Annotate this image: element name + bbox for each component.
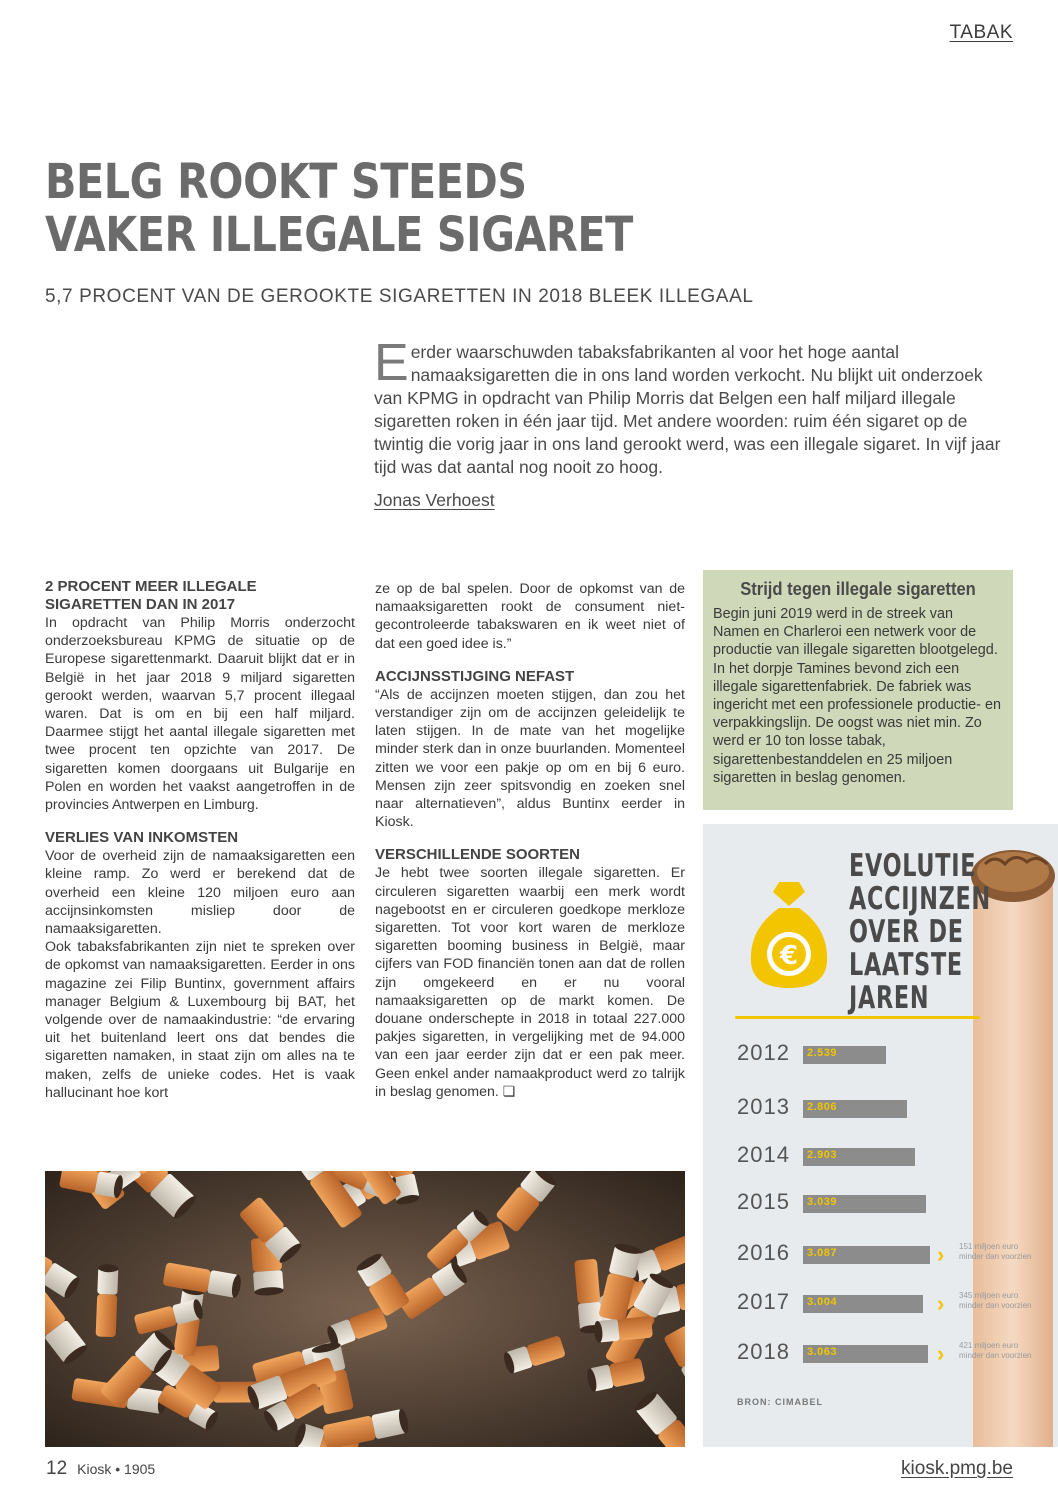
excise-bar bbox=[803, 1100, 907, 1118]
year-label: 2014 bbox=[737, 1142, 790, 1167]
chevron-right-icon: › bbox=[937, 1242, 945, 1267]
excise-infographic bbox=[703, 824, 1058, 1447]
infographic-title-line: LAATSTE bbox=[849, 947, 963, 983]
lead-paragraph bbox=[374, 334, 1014, 479]
excise-bar bbox=[803, 1295, 923, 1313]
chevron-right-icon: › bbox=[937, 1341, 945, 1366]
year-label: 2018 bbox=[737, 1339, 790, 1364]
bar-value-label: 2.903 bbox=[807, 1149, 838, 1161]
infographic-title-line: ACCIJNZEN bbox=[849, 881, 991, 917]
author-byline[interactable]: Jonas Verhoest bbox=[374, 490, 495, 510]
body-paragraph: Ook tabaksfabrikanten zijn niet te spreken over de opkomst van namaaksigaretten. Eerder in ons magazine zei Filip Buntinx, government affairs manager Belgium & Luxembourg bij BAT, het volgende over de namaakindustrie: “de ervaring uit het buitenland leert ons dat bendes die sigaretten namaken, in staat zijn om alles na te maken, zelfs de unieke codes. Het is vaak hallucinant hoe kort bbox=[45, 939, 355, 1101]
cigarette-butts-photo bbox=[45, 1171, 685, 1447]
sidebar-box bbox=[703, 570, 1013, 810]
lead-text: erder waarschuwden tabaksfabrikanten al voor het hoge aantal namaaksigaretten die in ons land worden verkocht. Nu blijkt uit onderzoek van KPMG in opdracht van Philip Morris dat Belgen een half miljard illegale sigaretten roken in één jaar tijd. Met andere woorden: ruim één sigaret op de twintig die vorig jaar in ons land gerookt werd, was een illegale sigaret. In vijf jaar tijd was dat aantal nog nooit zo hoog. bbox=[374, 342, 1001, 477]
year-label: 2013 bbox=[737, 1094, 790, 1119]
body-paragraph: “Als de accijnzen moeten stijgen, dan zou het verstandiger zijn om de accijnzen geleidelijk te laten stijgen. In de mate van het mogelijke minder sterk dan in onze buurlanden. Momenteel zitten we voor een pakje op om en bij 6 euro. Mensen zijn zeer spitsvondig en zoeken snel naar alternatieven”, aldus Buntinx eerder in Kiosk. bbox=[375, 686, 685, 831]
body-paragraph: In opdracht van Philip Morris onderzocht onderzoeksbureau KPMG de situatie op de Europese sigarettenmarkt. Daaruit blijkt dat er in België in het jaar 2018 9 miljard sigaretten gerookt werden, waarvan 5,7 procent illegaal waren. Dat is om en bij een half miljard. Daarmee stijgt het aantal illegale sigaretten met twee procent ten opzichte van 2017. De sigaretten komen doorgaans uit Bulgarije en Polen en worden het vaakst aangetroffen in de provincies Antwerpen en Limburg. bbox=[45, 615, 355, 814]
excise-bar bbox=[803, 1148, 915, 1166]
excise-bar bbox=[803, 1345, 928, 1363]
svg-text:€: € bbox=[779, 941, 799, 971]
year-label: 2015 bbox=[737, 1189, 790, 1214]
article-column-2 bbox=[375, 580, 685, 1101]
sidebar-text: Begin juni 2019 werd in de streek van Namen en Charleroi een netwerk voor de productie van illegale sigaretten blootgelegd. In het dorpje Tamines bevond zich een illegale sigarettenfabriek. De fabriek was ingericht met een professionele productie- en verpakkingslijn. De oogst was niet min. Zo werd er 10 ton losse tabak, sigarettenbestanddelen en 25 miljoen sigaretten in beslag genomen. bbox=[713, 606, 1001, 786]
headline bbox=[45, 156, 647, 262]
infographic-title-line: JAREN bbox=[849, 980, 930, 1016]
footer-left bbox=[46, 1458, 155, 1480]
drop-cap: E bbox=[374, 334, 409, 392]
title-underline bbox=[735, 1016, 980, 1019]
magazine-issue: Kiosk • 1905 bbox=[77, 1461, 156, 1477]
excise-bar bbox=[803, 1046, 886, 1064]
page-number: 12 bbox=[46, 1458, 68, 1479]
bar-value-label: 3.039 bbox=[807, 1196, 838, 1208]
bar-value-label: 3.063 bbox=[807, 1346, 838, 1358]
bar-annotation: 345 miljoen euro minder dan voorzien bbox=[959, 1291, 1032, 1310]
excise-bar bbox=[803, 1246, 930, 1264]
excise-bar bbox=[803, 1195, 926, 1213]
infographic-title-line: OVER DE bbox=[849, 914, 964, 950]
end-mark-icon: ❏ bbox=[502, 1083, 516, 1100]
body-paragraph: ze op de bal spelen. Door de opkomst van de namaaksigaretten rookt de consument niet-gecontroleerde tabakswaren en ik weet niet of dat een goed idee is.” bbox=[375, 581, 685, 652]
bar-annotation: 151 miljoen euro minder dan voorzien bbox=[959, 1242, 1032, 1261]
sidebar-title: Strijd tegen illegale sigaretten bbox=[740, 579, 976, 599]
bar-value-label: 3.087 bbox=[807, 1247, 838, 1259]
body-paragraph: Voor de overheid zijn de namaaksigaretten een kleine ramp. Zo werd er berekend dat de overheid een kleine 120 miljoen euro aan accijnsinkomsten misliep door de namaaksigaretten. bbox=[45, 848, 355, 938]
subheading: VERSCHILLENDE SOORTEN bbox=[375, 846, 581, 864]
body-paragraph bbox=[375, 864, 685, 1101]
article-column-1 bbox=[45, 578, 355, 1102]
bar-value-label: 3.004 bbox=[807, 1296, 838, 1308]
headline-line-1: BELG ROOKT STEEDS bbox=[45, 154, 527, 210]
money-bag-euro-icon bbox=[739, 874, 839, 994]
subheading: VERLIES VAN INKOMSTEN bbox=[45, 829, 239, 847]
year-label: 2012 bbox=[737, 1040, 790, 1065]
infographic-title-line: EVOLUTIE bbox=[849, 848, 977, 884]
cigarette-butt bbox=[96, 1264, 119, 1337]
bar-value-label: 2.539 bbox=[807, 1047, 838, 1059]
chevron-right-icon: › bbox=[937, 1291, 945, 1316]
infographic-title bbox=[849, 850, 991, 1015]
cigarette-butts-illustration bbox=[45, 1171, 685, 1447]
footer-url-link[interactable]: kiosk.pmg.be bbox=[901, 1458, 1013, 1479]
subheading: 2 PROCENT MEER ILLEGALE SIGARETTEN DAN IN 2017 bbox=[45, 578, 257, 613]
chart-source: BRON: CIMABEL bbox=[737, 1397, 823, 1407]
year-label: 2016 bbox=[737, 1240, 790, 1265]
body-text: Je hebt twee soorten illegale sigaretten. Er circuleren sigaretten waarbij een merk wordt nagebootst en er circuleren goedkope merkloze sigaretten. Tot voor kort waren de merkloze sigaretten booming business in België, maar cijfers van FOD financiën tonen aan dat de rollen zijn omgekeerd en er nu vooral namaaksigaretten op de markt komen. De douane onderschepte in 2018 in totaal 227.000 pakjes sigaretten, in vergelijking met de 94.000 van een jaar eerder zijn dat er een pak meer. Geen enkel ander namaakproduct werd zo talrijk in beslag genomen. bbox=[375, 865, 685, 1100]
headline-line-2: VAKER ILLEGALE SIGARET bbox=[45, 207, 633, 263]
bar-annotation: 421 miljoen euro minder dan voorzien bbox=[959, 1341, 1032, 1360]
year-label: 2017 bbox=[737, 1289, 790, 1314]
subheadline: 5,7 PROCENT VAN DE GEROOKTE SIGARETTEN IN 2018 BLEEK ILLEGAAL bbox=[45, 286, 754, 307]
section-tag: TABAK bbox=[949, 22, 1013, 43]
bar-value-label: 2.806 bbox=[807, 1101, 838, 1113]
subheading: ACCIJNSSTIJGING NEFAST bbox=[375, 667, 575, 685]
